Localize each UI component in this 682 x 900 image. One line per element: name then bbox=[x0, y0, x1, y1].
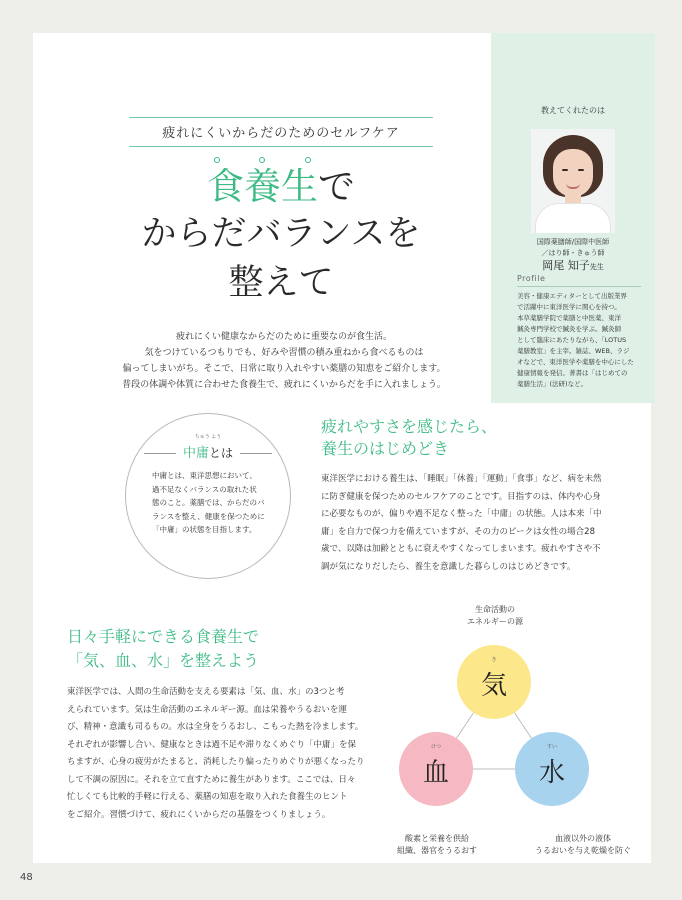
section1-heading bbox=[321, 416, 497, 460]
chuyo-heading bbox=[126, 442, 290, 461]
caption-line: 生命活動の bbox=[475, 605, 515, 614]
ki-node bbox=[457, 645, 531, 719]
section2-body bbox=[67, 684, 385, 824]
magazine-page bbox=[33, 33, 651, 863]
lead-line: 疲れにくい健康なからだのために重要なのが食生活。 bbox=[175, 332, 392, 342]
profile-text bbox=[517, 291, 643, 390]
heading-line: 「気、血、水」を整えよう bbox=[67, 651, 260, 670]
title-line-3: 整えて bbox=[228, 263, 334, 303]
lead-line: 気をつけているつもりでも、好みや習慣の積み重ねから食べるものは bbox=[144, 348, 424, 358]
chuyo-line: 態のこと。薬膳では、からだのバ bbox=[152, 498, 265, 507]
body-line: をご紹介。習慣づけて、疲れにくいからだの基盤をつくりましょう。 bbox=[67, 809, 331, 820]
profile-line: オなどで、東洋医学や薬膳を中心にした bbox=[517, 358, 634, 366]
page-number: 48 bbox=[20, 872, 33, 883]
ketsu-kanji: 血 bbox=[422, 758, 449, 788]
sui-caption bbox=[523, 833, 643, 857]
body-line: それぞれが影響し合い、健康なときは過不足や滞りなくめぐり「中庸」を保 bbox=[67, 739, 357, 750]
title-keyword: 食養生 bbox=[207, 165, 318, 208]
lead-paragraph bbox=[109, 329, 459, 393]
article-title bbox=[129, 163, 433, 307]
body-line: 歳で、以降は加齢とともに衰えやすくなってしまいます。疲れやすさや不 bbox=[321, 544, 601, 554]
profile-line: として臨床にあたりながら、「LOTUS bbox=[517, 336, 627, 344]
ki-ketsu-sui-diagram bbox=[395, 601, 651, 863]
article-kicker: 疲れにくいからだのためのセルフケア bbox=[129, 117, 433, 147]
sui-ruby: すい bbox=[546, 744, 557, 750]
profile-line: で活躍中に東洋医学に関心を持つ。 bbox=[517, 303, 621, 311]
ketsu-ruby: けつ bbox=[430, 744, 441, 750]
ketsu-node bbox=[399, 732, 473, 806]
profile-label: Profile bbox=[517, 274, 546, 283]
body-line: び、精神・意識も司るもの。水は全身をうるおし、こもった熱を冷まします。 bbox=[67, 722, 364, 732]
heading-line: 日々手軽にできる食養生で bbox=[67, 627, 260, 646]
caption-line: 血液以外の液体 bbox=[555, 834, 611, 843]
ketsu-caption bbox=[387, 833, 487, 857]
chuyo-line: 「中庸」の状態を目指します。 bbox=[152, 525, 257, 534]
profile-line: 鍼灸専門学校で鍼灸を学ぶ。鍼灸師 bbox=[517, 325, 622, 333]
title-line-2: からだバランスを bbox=[141, 214, 421, 254]
caption-line: 組織、器官をうるおす bbox=[397, 846, 477, 855]
teacher-name bbox=[491, 257, 655, 273]
profile-divider bbox=[517, 286, 641, 287]
profile-line: 本草薬膳学院で薬膳と中医薬、東洋 bbox=[517, 314, 621, 322]
heading-line: 養生のはじめどき bbox=[321, 439, 450, 458]
sui-kanji: 水 bbox=[538, 758, 565, 788]
credential-line: 国際薬膳師/国際中医師 bbox=[536, 238, 610, 246]
chuyo-line: 中庸とは、東洋思想において、 bbox=[152, 471, 257, 480]
sui-node bbox=[515, 732, 589, 806]
ki-kanji: 気 bbox=[480, 671, 507, 701]
chuyo-line: 過不足なくバランスの取れた状 bbox=[152, 484, 257, 494]
ki-caption bbox=[445, 604, 545, 628]
caption-line: エネルギーの源 bbox=[467, 617, 523, 626]
body-line: に防ぎ健康を保つためのセルフケアのことです。目指すのは、体内や心身 bbox=[321, 491, 601, 502]
teacher-name-text: 岡尾 知子 bbox=[542, 259, 590, 272]
profile-line: 薬膳教室」を主宰。雑誌、WEB、ラジ bbox=[517, 347, 630, 355]
ki-ruby: き bbox=[491, 657, 497, 663]
body-line: 調が気になりだしたら、養生を意識した暮らしのはじめどきです。 bbox=[321, 561, 576, 572]
body-line: 庸」を自力で保つ力を備えていますが、その力のピークは女性の場合28 bbox=[321, 526, 595, 537]
chuyo-body bbox=[152, 469, 268, 537]
body-line: 東洋医学では、人間の生命活動を支える要素は「気、血、水」の3つと考 bbox=[67, 687, 345, 697]
body-line: に必要なものが、偏りや過不足なく整った「中庸」の状態。人は本来「中 bbox=[321, 509, 602, 519]
section1-body bbox=[321, 471, 623, 576]
body-line: 東洋医学における養生は、「睡眠」「休養」「運動」「食事」など、病を未然 bbox=[321, 474, 602, 484]
body-line: えられています。気は生命活動のエネルギー源。血は栄養やうるおいを運 bbox=[67, 704, 347, 715]
profile-line: 美容・健康エディターとして出版業界 bbox=[517, 292, 627, 300]
heading-line: 疲れやすさを感じたら、 bbox=[321, 417, 498, 436]
profile-line: 薬膳生活」(法研)など。 bbox=[517, 380, 588, 388]
title-particle: で bbox=[318, 165, 355, 208]
chuyo-circle bbox=[125, 413, 291, 579]
credential-line: ／はり師・きゅう師 bbox=[541, 249, 605, 257]
teacher-portrait bbox=[531, 129, 615, 233]
caption-line: 酸素と栄養を供給 bbox=[405, 834, 469, 843]
body-line: ちますが、心身の疲労がたまると、消耗したり偏ったりめぐりが悪くなったり bbox=[67, 757, 365, 767]
chuyo-ruby: ちゅう よう bbox=[194, 434, 222, 440]
teacher-panel bbox=[491, 33, 655, 403]
teacher-honorific: 先生 bbox=[589, 263, 604, 271]
body-line: して不調の原因に。それを立て直すために養生があります。ここでは、日々 bbox=[67, 774, 356, 785]
body-line: 忙しくても比較的手軽に行える、薬膳の知恵を取り入れた食養生のヒント bbox=[67, 792, 348, 802]
lead-line: 普段の体調や体質に合わせた食養生で、疲れにくいからだを手に入れましょう。 bbox=[122, 380, 446, 390]
section2-heading bbox=[67, 625, 259, 673]
chuyo-suffix: とは bbox=[209, 446, 234, 460]
caption-line: うるおいを与え乾燥を防ぐ bbox=[535, 846, 631, 855]
teacher-credentials bbox=[491, 237, 655, 259]
lead-line: 偏ってしまいがち。そこで、日常に取り入れやすい薬膳の知恵をご紹介します。 bbox=[122, 364, 446, 374]
teacher-caption: 教えてくれたのは bbox=[541, 106, 605, 115]
chuyo-term: 中庸 bbox=[182, 446, 209, 461]
chuyo-line: ランスを整え、健康を保つために bbox=[152, 511, 265, 521]
profile-line: 健康情報を発信。著書は「はじめての bbox=[517, 369, 628, 377]
